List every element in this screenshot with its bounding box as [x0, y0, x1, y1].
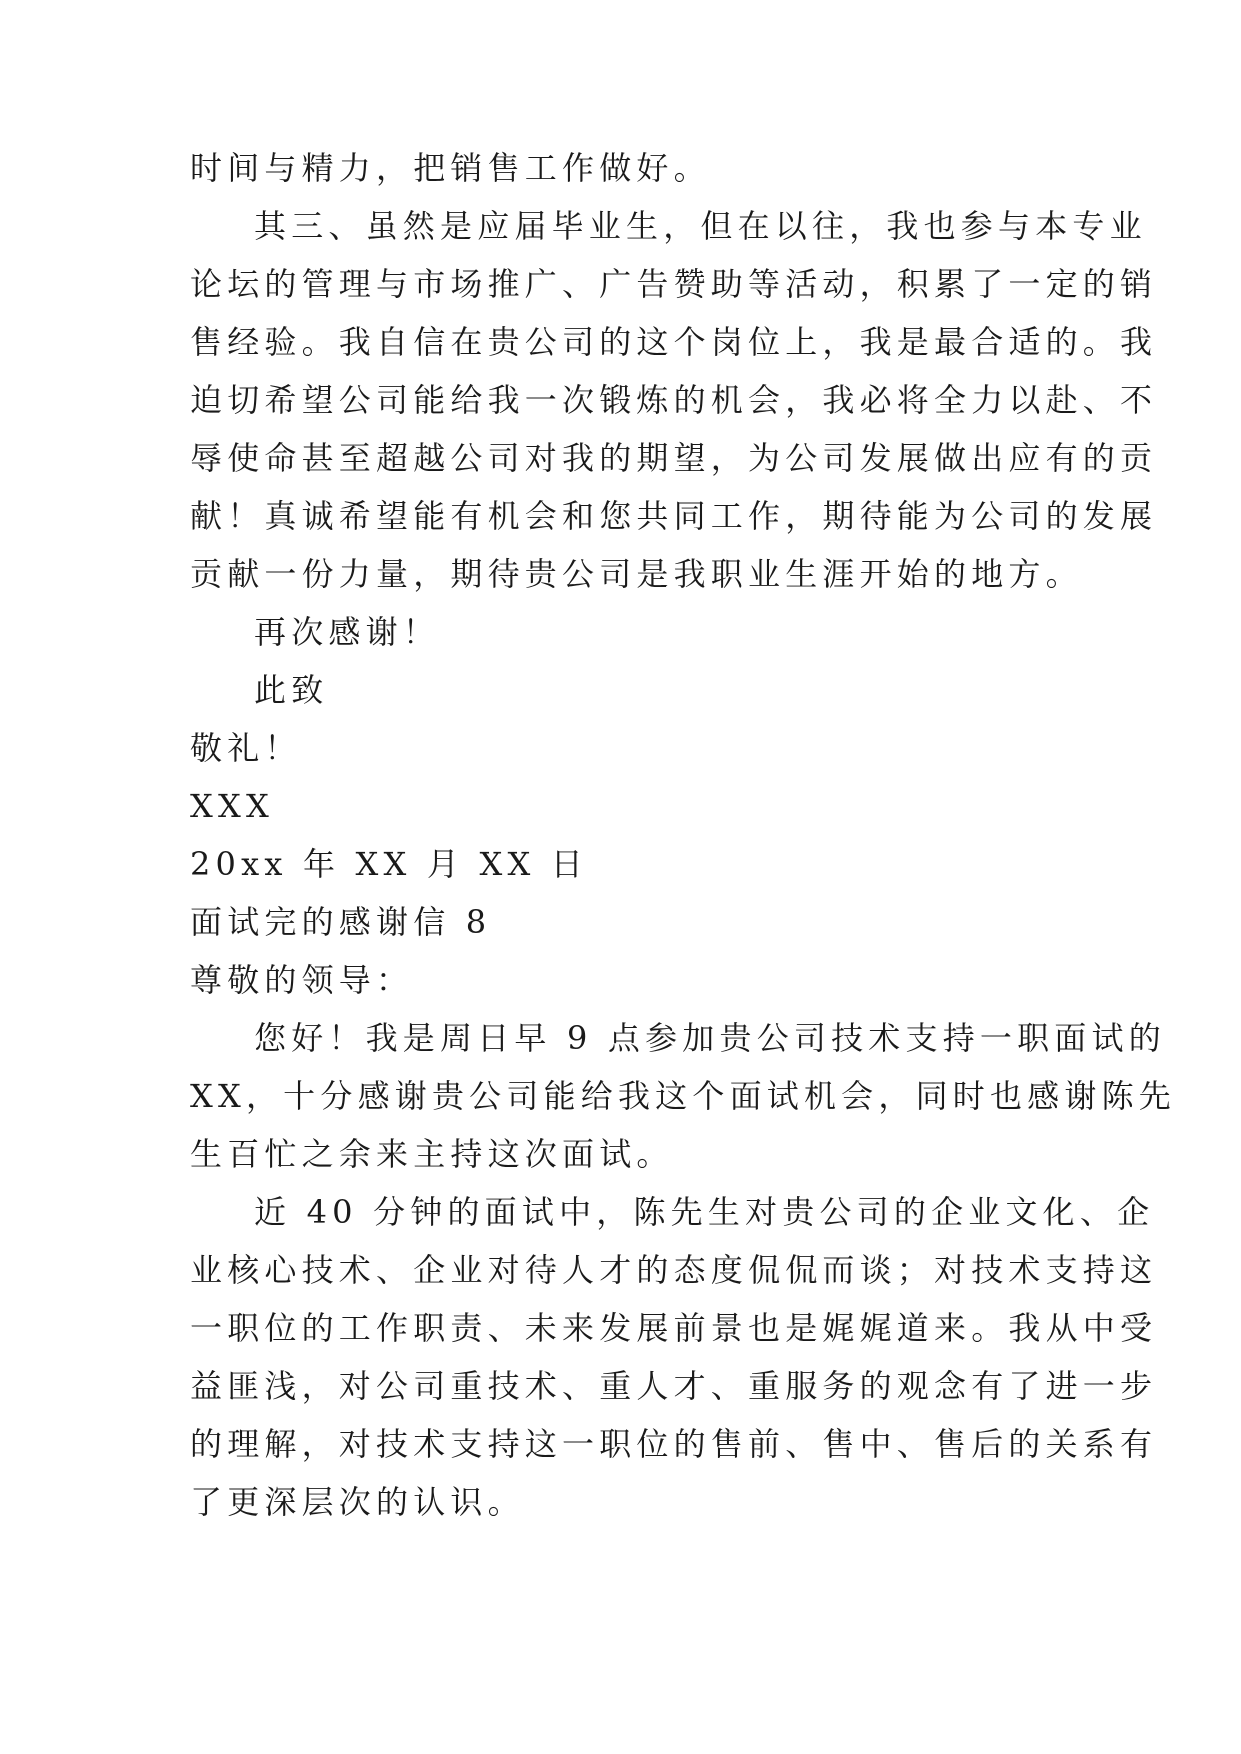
text-line: 益匪浅，对公司重技术、重人才、重服务的观念有了进一步: [190, 1367, 1158, 1405]
letter-greeting: 尊敬的领导：: [190, 961, 414, 999]
text-line: 业核心技术、企业对待人才的态度侃侃而谈；对技术支持这: [190, 1251, 1158, 1289]
signature-name: XXX: [190, 787, 274, 825]
closing-thanks: 再次感谢！: [254, 613, 441, 651]
text-line: XX，十分感谢贵公司能给我这个面试机会，同时也感谢陈先: [190, 1077, 1176, 1115]
closing-salutation: 此致: [254, 671, 329, 709]
text-line: 献！真诚希望能有机会和您共同工作，期待能为公司的发展: [190, 497, 1158, 535]
text-line: 生百忙之余来主持这次面试。: [190, 1135, 674, 1173]
closing-regards: 敬礼！: [190, 729, 302, 767]
text-line: 的理解，对技术支持这一职位的售前、售中、售后的关系有: [190, 1425, 1158, 1463]
signature-date: 20xx 年 XX 月 XX 日: [190, 845, 588, 883]
paragraph-first-line: 其三、虽然是应届毕业生，但在以往，我也参与本专业: [254, 207, 1147, 245]
text-line: 贡献一份力量，期待贵公司是我职业生涯开始的地方。: [190, 555, 1083, 593]
text-line: 迫切希望公司能给我一次锻炼的机会，我必将全力以赴、不: [190, 381, 1158, 419]
paragraph-first-line: 您好！我是周日早 9 点参加贵公司技术支持一职面试的: [254, 1019, 1166, 1057]
text-line: 辱使命甚至超越公司对我的期望，为公司发展做出应有的贡: [190, 439, 1158, 477]
text-line: 售经验。我自信在贵公司的这个岗位上，我是最合适的。我: [190, 323, 1158, 361]
paragraph-first-line: 近 40 分钟的面试中，陈先生对贵公司的企业文化、企: [254, 1193, 1155, 1231]
letter-title: 面试完的感谢信 8: [190, 903, 492, 941]
text-line: 论坛的管理与市场推广、广告赞助等活动，积累了一定的销: [190, 265, 1158, 303]
text-line: 一职位的工作职责、未来发展前景也是娓娓道来。我从中受: [190, 1309, 1158, 1347]
text-line: 了更深层次的认识。: [190, 1483, 525, 1521]
text-line: 时间与精力，把销售工作做好。: [190, 149, 711, 187]
